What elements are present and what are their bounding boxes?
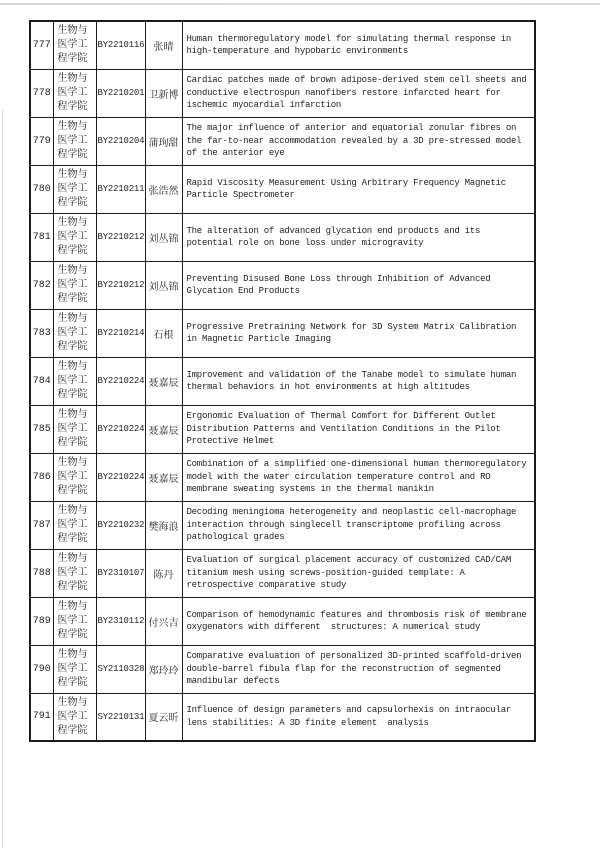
project-title-cell: Preventing Disused Bone Loss through Inhibition of Advanced Glycation End Products bbox=[182, 261, 535, 309]
project-title-cell: Human thermoregulatory model for simulating thermal response in high-temperature and hypobaric environments bbox=[182, 21, 535, 69]
student-name-cell: 刘丛锦 bbox=[145, 261, 182, 309]
row-index: 791 bbox=[30, 693, 53, 741]
project-code-cell: BY2210204 bbox=[96, 117, 145, 165]
college-cell: 生物与医学工程学院 bbox=[53, 597, 96, 645]
college-cell: 生物与医学工程学院 bbox=[53, 117, 96, 165]
project-title-cell: Decoding meningioma heterogeneity and neoplastic cell-macrophage interaction through singlecell transcriptome profiling across pathological grades bbox=[182, 501, 535, 549]
row-index: 777 bbox=[30, 21, 53, 69]
table-row bbox=[30, 213, 535, 261]
college-cell: 生物与医学工程学院 bbox=[53, 693, 96, 741]
college-cell: 生物与医学工程学院 bbox=[53, 165, 96, 213]
project-code-cell: BY2210211 bbox=[96, 165, 145, 213]
row-index: 787 bbox=[30, 501, 53, 549]
row-index: 785 bbox=[30, 405, 53, 453]
student-name-cell: 付兴吉 bbox=[145, 597, 182, 645]
student-name-cell: 卫新博 bbox=[145, 69, 182, 117]
project-title-cell: The major influence of anterior and equatorial zonular fibres on the far-to-near accommodation revealed by a 3D pre-stressed model of the anterior eye bbox=[182, 117, 535, 165]
student-name-cell: 樊海浪 bbox=[145, 501, 182, 549]
projects-table-body bbox=[30, 21, 535, 741]
student-name-cell: 张晴 bbox=[145, 21, 182, 69]
college-cell: 生物与医学工程学院 bbox=[53, 501, 96, 549]
student-name-cell: 张浩然 bbox=[145, 165, 182, 213]
project-title-cell: Comparison of hemodynamic features and thrombosis risk of membrane oxygenators with different structures: A numerical study bbox=[182, 597, 535, 645]
project-title-cell: Evaluation of surgical placement accuracy of customized CAD/CAM titanium mesh using screws-position-guided template: A retrospective comparative study bbox=[182, 549, 535, 597]
project-title-cell: Progressive Pretraining Network for 3D System Matrix Calibration in Magnetic Particle Imaging bbox=[182, 309, 535, 357]
row-index: 789 bbox=[30, 597, 53, 645]
project-code-cell: SY2110328 bbox=[96, 645, 145, 693]
row-index: 784 bbox=[30, 357, 53, 405]
table-row bbox=[30, 261, 535, 309]
project-title-cell: Influence of design parameters and capsulorhexis on intraocular lens stabilities: A 3D finite element analysis bbox=[182, 693, 535, 741]
project-title-cell: Comparative evaluation of personalized 3D-printed scaffold-driven double-barrel fibula flap for the reconstruction of segmented mandibular defects bbox=[182, 645, 535, 693]
project-code-cell: BY2310112 bbox=[96, 597, 145, 645]
project-code-cell: BY2310107 bbox=[96, 549, 145, 597]
college-cell: 生物与医学工程学院 bbox=[53, 21, 96, 69]
row-index: 788 bbox=[30, 549, 53, 597]
college-cell: 生物与医学工程学院 bbox=[53, 645, 96, 693]
project-code-cell: BY2210232 bbox=[96, 501, 145, 549]
row-index: 780 bbox=[30, 165, 53, 213]
table-row bbox=[30, 357, 535, 405]
college-cell: 生物与医学工程学院 bbox=[53, 549, 96, 597]
college-cell: 生物与医学工程学院 bbox=[53, 213, 96, 261]
table-row bbox=[30, 165, 535, 213]
student-name-cell: 陈丹 bbox=[145, 549, 182, 597]
project-title-cell: Cardiac patches made of brown adipose-derived stem cell sheets and conductive electrospun nanofibers restore infarcted heart for ischemic myocardial infarction bbox=[182, 69, 535, 117]
projects-table bbox=[29, 20, 536, 742]
student-name-cell: 蒲珣甜 bbox=[145, 117, 182, 165]
project-code-cell: BY2210224 bbox=[96, 453, 145, 501]
college-cell: 生物与医学工程学院 bbox=[53, 261, 96, 309]
project-code-cell: BY2210224 bbox=[96, 357, 145, 405]
project-code-cell: BY2210214 bbox=[96, 309, 145, 357]
student-name-cell: 刘丛锦 bbox=[145, 213, 182, 261]
project-title-cell: Combination of a simplified one-dimensional human thermoregulatory model with the water circulation temperature control and RO membrane sweating systems in the thermal manikin bbox=[182, 453, 535, 501]
college-cell: 生物与医学工程学院 bbox=[53, 309, 96, 357]
college-cell: 生物与医学工程学院 bbox=[53, 405, 96, 453]
row-index: 781 bbox=[30, 213, 53, 261]
table-row bbox=[30, 309, 535, 357]
project-code-cell: BY2210212 bbox=[96, 261, 145, 309]
row-index: 779 bbox=[30, 117, 53, 165]
student-name-cell: 夏云昕 bbox=[145, 693, 182, 741]
row-index: 778 bbox=[30, 69, 53, 117]
student-name-cell: 聂嘉辰 bbox=[145, 453, 182, 501]
college-cell: 生物与医学工程学院 bbox=[53, 69, 96, 117]
row-index: 783 bbox=[30, 309, 53, 357]
table-row bbox=[30, 21, 535, 69]
row-index: 790 bbox=[30, 645, 53, 693]
project-code-cell: BY2210201 bbox=[96, 69, 145, 117]
student-name-cell: 聂嘉辰 bbox=[145, 357, 182, 405]
college-cell: 生物与医学工程学院 bbox=[53, 453, 96, 501]
table-row bbox=[30, 549, 535, 597]
row-index: 786 bbox=[30, 453, 53, 501]
project-title-cell: Rapid Viscosity Measurement Using Arbitrary Frequency Magnetic Particle Spectrometer bbox=[182, 165, 535, 213]
project-title-cell: The alteration of advanced glycation end products and its potential role on bone loss under microgravity bbox=[182, 213, 535, 261]
student-name-cell: 石根 bbox=[145, 309, 182, 357]
project-code-cell: BY2210224 bbox=[96, 405, 145, 453]
project-code-cell: SY2210131 bbox=[96, 693, 145, 741]
project-code-cell: BY2210116 bbox=[96, 21, 145, 69]
table-row bbox=[30, 69, 535, 117]
student-name-cell: 聂嘉辰 bbox=[145, 405, 182, 453]
scan-artifact-line bbox=[0, 3, 600, 5]
table-row bbox=[30, 453, 535, 501]
table-row bbox=[30, 405, 535, 453]
project-title-cell: Improvement and validation of the Tanabe model to simulate human thermal behaviors in hot environments at high altitudes bbox=[182, 357, 535, 405]
table-row bbox=[30, 117, 535, 165]
project-code-cell: BY2210212 bbox=[96, 213, 145, 261]
project-title-cell: Ergonomic Evaluation of Thermal Comfort for Different Outlet Distribution Patterns and Ventilation Conditions in the Pilot Protective Helmet bbox=[182, 405, 535, 453]
table-row bbox=[30, 645, 535, 693]
row-index: 782 bbox=[30, 261, 53, 309]
table-row bbox=[30, 693, 535, 741]
college-cell: 生物与医学工程学院 bbox=[53, 357, 96, 405]
table-row bbox=[30, 597, 535, 645]
table-row bbox=[30, 501, 535, 549]
scan-artifact-edge bbox=[2, 110, 3, 848]
student-name-cell: 郑玲玲 bbox=[145, 645, 182, 693]
